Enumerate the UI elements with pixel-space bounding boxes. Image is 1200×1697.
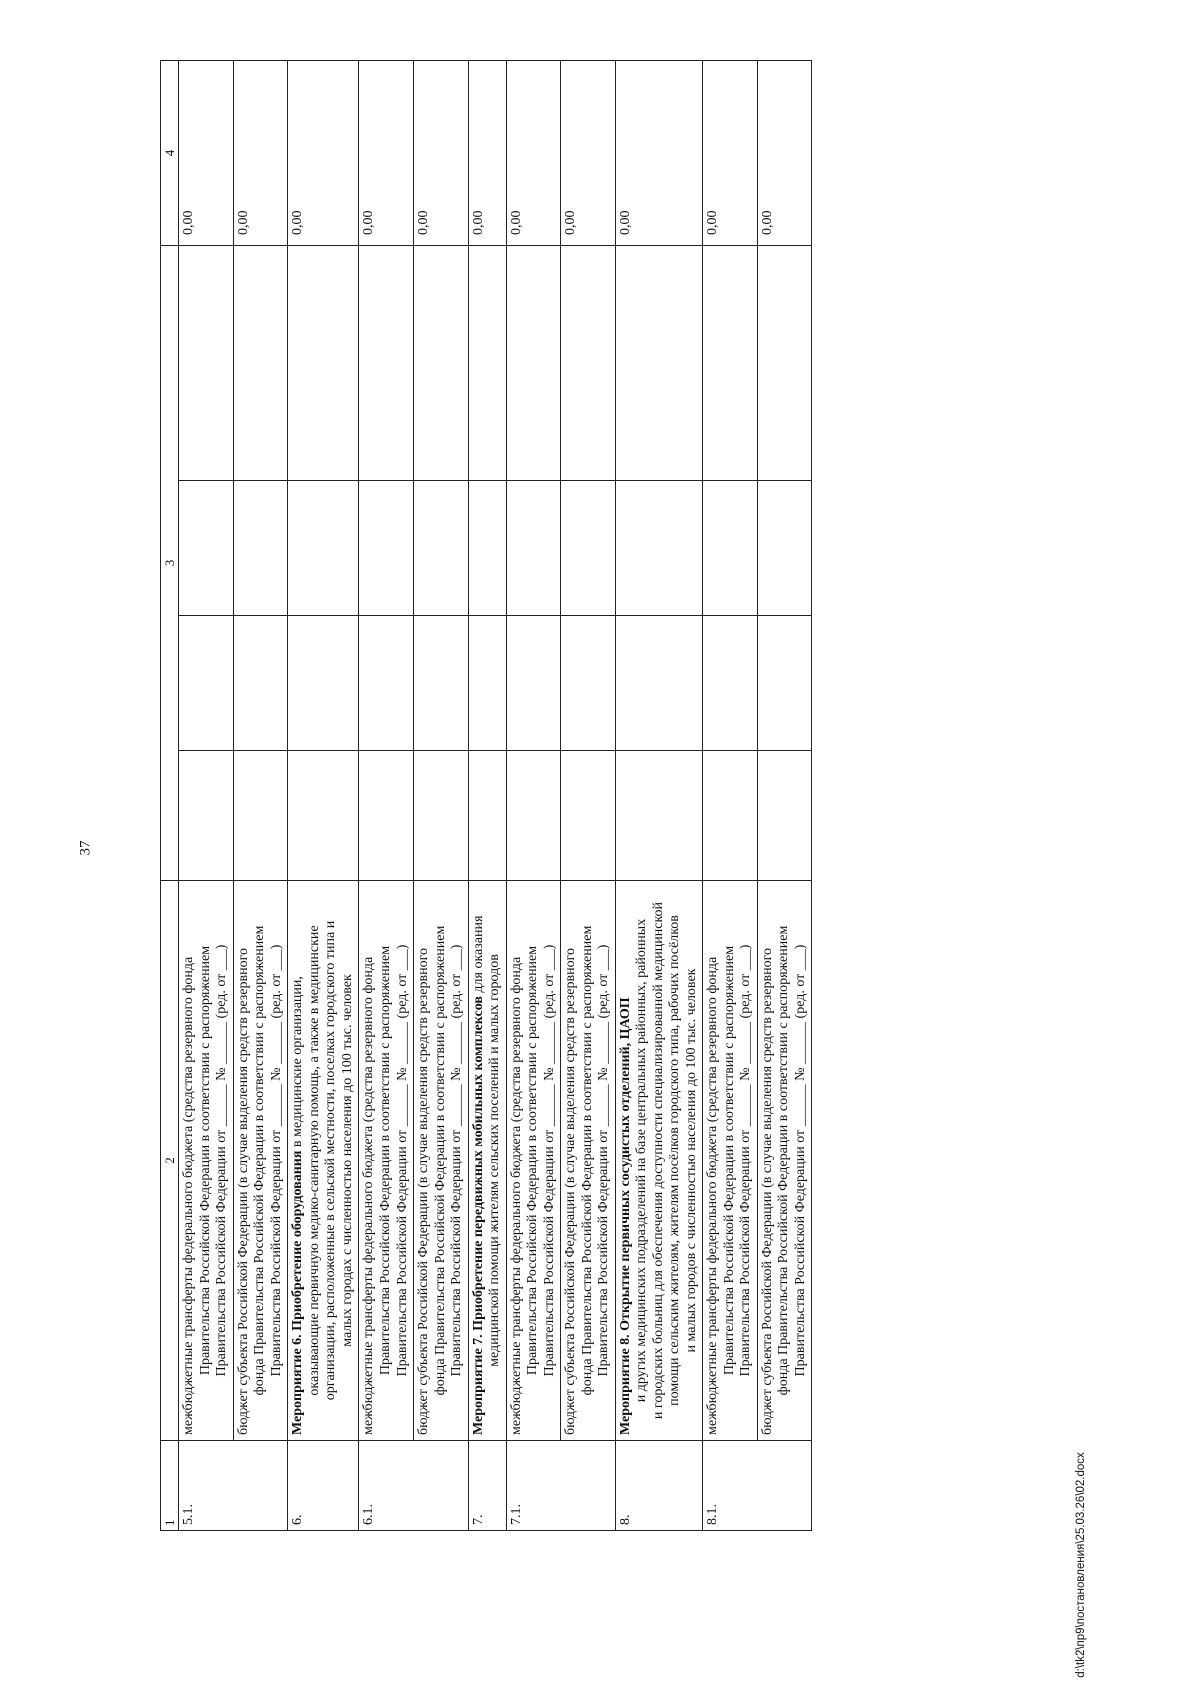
empty-cell bbox=[703, 246, 758, 481]
row-description-cell bbox=[506, 881, 561, 1441]
empty-cell bbox=[414, 246, 469, 481]
empty-cell bbox=[414, 616, 469, 751]
description-line: Правительства Российской Федерации в соответствии с распоряжением bbox=[197, 945, 213, 1376]
amount-cell: 0,00 bbox=[359, 61, 414, 246]
description-line: Правительства Российской Федерации в соответствии с распоряжением bbox=[721, 945, 737, 1376]
description-line: межбюджетные трансферты федерального бюджета (средства резервного фонда bbox=[705, 956, 721, 1435]
row-description-cell bbox=[757, 881, 812, 1441]
empty-cell bbox=[561, 751, 616, 881]
footer-file-path: d:\tk2\пр9\постановления\25.03.26\02.docx bbox=[1075, 1452, 1087, 1678]
row-number-cell bbox=[615, 1441, 703, 1531]
amount-cell: 0,00 bbox=[414, 61, 469, 246]
row-description-cell bbox=[615, 881, 703, 1441]
activity-title-line bbox=[290, 886, 307, 1435]
empty-cell bbox=[615, 616, 703, 751]
row-number: 6. bbox=[290, 1514, 306, 1525]
budget-table bbox=[160, 60, 812, 1531]
row-description-cell bbox=[233, 881, 288, 1441]
amount-cell: 0,00 bbox=[703, 61, 758, 246]
empty-cell bbox=[703, 751, 758, 881]
empty-cell bbox=[359, 481, 414, 616]
table-row bbox=[506, 61, 561, 1531]
header-col-3: 3 bbox=[161, 246, 179, 881]
amount-cell: 0,00 bbox=[615, 61, 703, 246]
empty-cell bbox=[561, 246, 616, 481]
empty-cell bbox=[757, 751, 812, 881]
description-line: Правительства Российской Федерации от ______ № ______ (ред. от ___) bbox=[596, 944, 612, 1377]
empty-cell bbox=[703, 616, 758, 751]
row-number-cell bbox=[561, 1441, 616, 1531]
empty-cell bbox=[359, 246, 414, 481]
description-line: фонда Правительства Российской Федерации в соответствии с распоряжением bbox=[776, 925, 792, 1396]
description-line: Правительства Российской Федерации в соответствии с распоряжением bbox=[378, 945, 393, 1376]
activity-title: Мероприятие 7. Приобретение передвижных мобильных комплексов bbox=[470, 996, 486, 1435]
empty-cell bbox=[233, 481, 288, 616]
description-line: помощи сельским жителям, жителям посёлков городского типа, рабочих посёлков bbox=[667, 915, 683, 1406]
row-number-cell bbox=[179, 1441, 234, 1531]
amount-cell: 0,00 bbox=[288, 61, 359, 246]
empty-cell bbox=[414, 751, 469, 881]
row-number-cell bbox=[757, 1441, 812, 1531]
row-number-cell bbox=[359, 1441, 414, 1531]
empty-cell bbox=[233, 616, 288, 751]
description-line: бюджет субъекта Российской Федерации (в случае выделения средств резервного bbox=[759, 948, 775, 1435]
description-line: межбюджетные трансферты федерального бюджета (средства резервного фонда bbox=[361, 956, 377, 1435]
description-line: фонда Правительства Российской Федерации в соответствии с распоряжением bbox=[432, 925, 448, 1396]
row-description-cell bbox=[179, 881, 234, 1441]
empty-cell bbox=[615, 246, 703, 481]
row-number-cell bbox=[703, 1441, 758, 1531]
description-line: и городских больниц для обеспечения доступности специализированной медицинской bbox=[650, 901, 666, 1420]
empty-cell bbox=[288, 481, 359, 616]
activity-title: Мероприятие 6. Приобретение оборудования bbox=[290, 1150, 306, 1435]
empty-cell bbox=[414, 481, 469, 616]
description-line: Правительства Российской Федерации в соответствии с распоряжением bbox=[525, 945, 541, 1376]
empty-cell bbox=[233, 246, 288, 481]
description-line: и других медицинских подразделений на базе центральных районных, районных bbox=[634, 918, 650, 1403]
empty-cell bbox=[757, 616, 812, 751]
row-description-cell bbox=[703, 881, 758, 1441]
row-number-cell bbox=[414, 1441, 469, 1531]
description-line: Правительства Российской Федерации от ______ № ______ (ред. от ___) bbox=[214, 944, 230, 1377]
empty-cell bbox=[757, 246, 812, 481]
row-number-cell bbox=[506, 1441, 561, 1531]
empty-cell bbox=[703, 481, 758, 616]
description-line: Правительства Российской Федерации от ______ № ______ (ред. от ___) bbox=[394, 944, 410, 1377]
activity-title-line bbox=[618, 886, 635, 1435]
table-row bbox=[615, 61, 703, 1531]
description-line: бюджет субъекта Российской Федерации (в случае выделения средств резервного bbox=[416, 948, 432, 1435]
empty-cell bbox=[506, 751, 561, 881]
amount-cell: 0,00 bbox=[561, 61, 616, 246]
description-line: фонда Правительства Российской Федерации в соответствии с распоряжением bbox=[579, 925, 595, 1396]
table-row bbox=[757, 61, 812, 1531]
row-number: 6.1. bbox=[361, 1504, 377, 1525]
header-col-4: 4 bbox=[161, 61, 179, 246]
page-number: 37 bbox=[77, 840, 94, 856]
description-line: фонда Правительства Российской Федерации в соответствии с распоряжением bbox=[252, 925, 268, 1396]
empty-cell bbox=[359, 751, 414, 881]
table-header-row bbox=[161, 61, 179, 1531]
row-number: 5.1. bbox=[181, 1504, 197, 1525]
description-line: и малых городов с численностью населения до 100 тыс. человек bbox=[683, 968, 699, 1353]
row-number: 8. bbox=[617, 1514, 633, 1525]
empty-cell bbox=[757, 481, 812, 616]
amount-cell: 0,00 bbox=[179, 61, 234, 246]
row-number: 8.1. bbox=[705, 1504, 721, 1525]
description-line: бюджет субъекта Российской Федерации (в случае выделения средств резервного bbox=[563, 948, 579, 1435]
description-line: Правительства Российской Федерации от ______ № ______ (ред. от ___) bbox=[449, 944, 465, 1377]
description-line: Правительства Российской Федерации от ______ № ______ (ред. от ___) bbox=[541, 944, 557, 1377]
table-row bbox=[414, 61, 469, 1531]
description-line: малых городах с численностью населения до 100 тыс. человек bbox=[339, 974, 355, 1347]
description-line: межбюджетные трансферты федерального бюджета (средства резервного фонда bbox=[508, 956, 524, 1435]
empty-cell bbox=[506, 246, 561, 481]
description-line: медицинской помощи жителям сельских поселений и малых городов bbox=[487, 954, 503, 1367]
header-col-1: 1 bbox=[161, 1441, 179, 1531]
description-line: межбюджетные трансферты федерального бюджета (средства резервного фонда bbox=[181, 956, 197, 1435]
empty-cell bbox=[468, 481, 506, 616]
empty-cell bbox=[288, 751, 359, 881]
activity-title-rest: в медицинские организации, bbox=[290, 976, 306, 1151]
row-number: 7. bbox=[470, 1514, 486, 1525]
row-number-cell bbox=[233, 1441, 288, 1531]
rotated-table-container bbox=[160, 61, 1010, 1531]
row-description-cell bbox=[288, 881, 359, 1441]
description-line: оказывающие первичную медико-санитарную помощь, а также в медицинские bbox=[306, 925, 322, 1396]
activity-title: Мероприятие 8. Открытие первичных сосудистых отделений, ЦАОП bbox=[617, 997, 633, 1435]
empty-cell bbox=[233, 751, 288, 881]
table-row bbox=[359, 61, 414, 1531]
empty-cell bbox=[179, 481, 234, 616]
header-col-2: 2 bbox=[161, 881, 179, 1441]
empty-cell bbox=[359, 616, 414, 751]
amount-cell: 0,00 bbox=[233, 61, 288, 246]
row-number-cell bbox=[288, 1441, 359, 1531]
empty-cell bbox=[561, 481, 616, 616]
description-line: организации, расположенные в сельской местности, поселках городского типа и bbox=[323, 920, 339, 1401]
empty-cell bbox=[179, 246, 234, 481]
row-number: 7.1. bbox=[508, 1504, 524, 1525]
description-line: Правительства Российской Федерации от ______ № ______ (ред. от ___) bbox=[792, 944, 808, 1377]
amount-cell: 0,00 bbox=[757, 61, 812, 246]
empty-cell bbox=[615, 751, 703, 881]
amount-cell: 0,00 bbox=[506, 61, 561, 246]
empty-cell bbox=[506, 616, 561, 751]
table-row bbox=[468, 61, 506, 1531]
empty-cell bbox=[615, 481, 703, 616]
table-row bbox=[703, 61, 758, 1531]
empty-cell bbox=[468, 751, 506, 881]
table-row bbox=[561, 61, 616, 1531]
empty-cell bbox=[468, 246, 506, 481]
empty-cell bbox=[288, 616, 359, 751]
activity-title-line bbox=[471, 886, 488, 1435]
description-line: Правительства Российской Федерации от ______ № ______ (ред. от ___) bbox=[268, 944, 284, 1377]
empty-cell bbox=[506, 481, 561, 616]
activity-title-rest: для оказания bbox=[470, 915, 486, 997]
empty-cell bbox=[179, 751, 234, 881]
description-line: бюджет субъекта Российской Федерации (в случае выделения средств резервного bbox=[235, 948, 251, 1435]
table-row bbox=[288, 61, 359, 1531]
row-description-cell bbox=[561, 881, 616, 1441]
table-row bbox=[179, 61, 234, 1531]
description-line: Правительства Российской Федерации от ______ № ______ (ред. от ___) bbox=[738, 944, 754, 1377]
empty-cell bbox=[288, 246, 359, 481]
table-row bbox=[233, 61, 288, 1531]
amount-cell: 0,00 bbox=[468, 61, 506, 246]
empty-cell bbox=[468, 616, 506, 751]
row-number-cell bbox=[468, 1441, 506, 1531]
row-description-cell bbox=[359, 881, 414, 1441]
empty-cell bbox=[179, 616, 234, 751]
row-description-cell bbox=[414, 881, 469, 1441]
empty-cell bbox=[561, 616, 616, 751]
row-description-cell bbox=[468, 881, 506, 1441]
